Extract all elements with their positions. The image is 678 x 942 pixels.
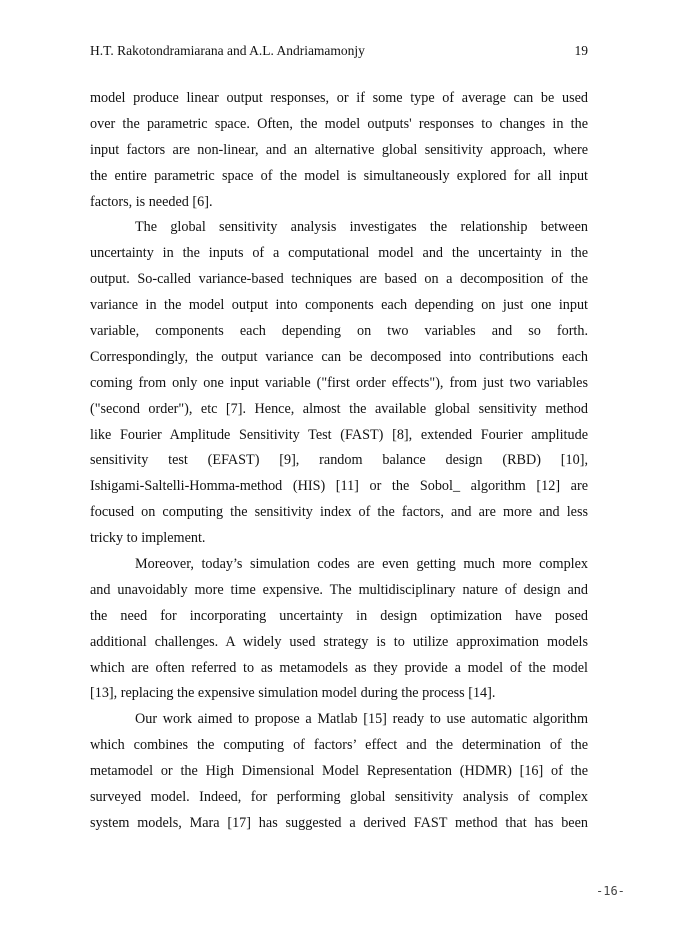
text-line: over the parametric space. Often, the model outputs' responses to changes in the (90, 115, 588, 132)
text-line: Ishigami-Saltelli-Homma-method (HIS) [11] or the Sobol_ algorithm [12] are (90, 478, 588, 495)
text-line: ("second order"), etc [7]. Hence, almost the available global sensitivity method (90, 400, 588, 417)
text-line: like Fourier Amplitude Sensitivity Test (FAST) [8], extended Fourier amplitude (90, 426, 588, 443)
text-line: coming from only one input variable ("first order effects"), from just two variables (90, 374, 588, 391)
text-line: variance in the model output into components each depending on just one input (90, 297, 588, 314)
paragraph (90, 552, 588, 707)
text-line: surveyed model. Indeed, for performing global sensitivity analysis of complex (90, 789, 588, 806)
text-line: Moreover, today’s simulation codes are even getting much more complex (135, 556, 588, 573)
text-line: input factors are non-linear, and an alternative global sensitivity approach, where (90, 141, 588, 158)
body-text (90, 86, 588, 837)
paragraph (90, 215, 588, 552)
footer-page-label: -16- (596, 884, 625, 898)
text-line: which are often referred to as metamodels as they provide a model of the model (90, 659, 588, 676)
text-line: [13], replacing the expensive simulation model during the process [14]. (90, 685, 496, 702)
text-line: system models, Mara [17] has suggested a derived FAST method that has been (90, 814, 588, 831)
text-line: metamodel or the High Dimensional Model Representation (HDMR) [16] of the (90, 763, 588, 780)
text-line: sensitivity test (EFAST) [9], random balance design (RBD) [10], (90, 452, 588, 469)
text-line: and unavoidably more time expensive. The multidisciplinary nature of design and (90, 581, 588, 598)
text-line: the need for incorporating uncertainty in design optimization have posed (90, 607, 588, 624)
text-line: which combines the computing of factors’ effect and the determination of the (90, 737, 588, 754)
text-line: Correspondingly, the output variance can be decomposed into contributions each (90, 348, 588, 365)
text-line: output. So-called variance-based techniques are based on a decomposition of the (90, 271, 588, 288)
running-header (90, 43, 588, 59)
paragraph (90, 707, 588, 836)
paragraph (90, 86, 588, 215)
text-line: The global sensitivity analysis investigates the relationship between (135, 219, 588, 236)
text-line: additional challenges. A widely used strategy is to utilize approximation models (90, 633, 588, 650)
text-line: tricky to implement. (90, 530, 206, 547)
text-line: model produce linear output responses, or if some type of average can be used (90, 90, 588, 106)
text-line: Our work aimed to propose a Matlab [15] ready to use automatic algorithm (135, 711, 588, 728)
text-line: factors, is needed [6]. (90, 193, 213, 210)
header-authors: H.T. Rakotondramiarana and A.L. Andriamamonjy (90, 43, 365, 58)
text-line: the entire parametric space of the model is simultaneously explored for all input (90, 167, 588, 184)
header-page-number: 19 (574, 43, 588, 58)
text-line: uncertainty in the inputs of a computational model and the uncertainty in the (90, 245, 588, 262)
text-line: focused on computing the sensitivity index of the factors, and are more and less (90, 504, 588, 521)
text-line: variable, components each depending on two variables and so forth. (90, 323, 588, 340)
